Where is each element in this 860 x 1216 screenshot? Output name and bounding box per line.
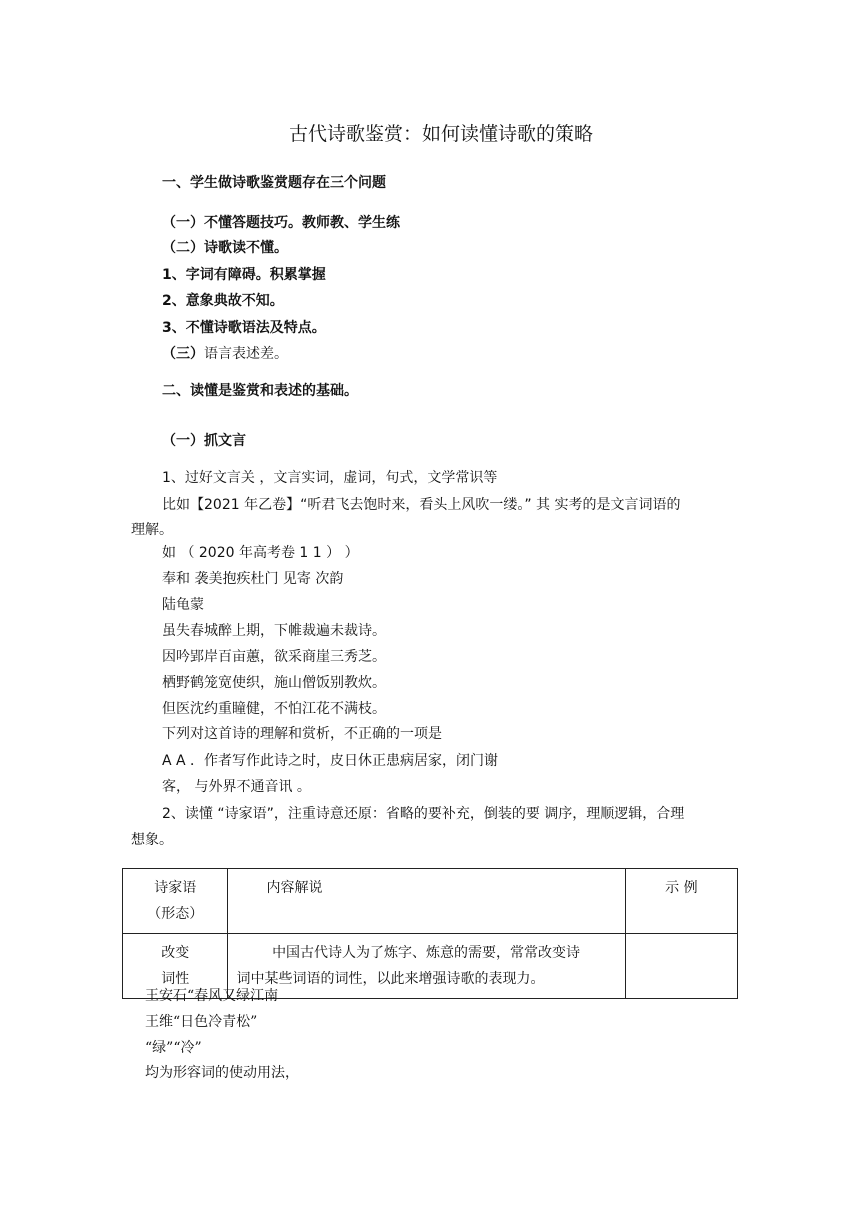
question: 下列对这首诗的理解和赏析，不正确的一项是 [162,726,442,742]
table-cell: 改变 词性 [123,934,228,999]
subheading: （一）抓文言 [162,433,246,449]
example-line: 王安石“春风又绿江南 [145,988,279,1004]
answer-option: A A ．作者写作此诗之时，皮日休正患病居家，闭门谢 [162,753,499,769]
subheading-text: 语言表述差。 [204,346,288,362]
poem-line: 虽失春城醉上期，下帷裁遍未裁诗。 [162,623,386,639]
list-item: 2、意象典故不知。 [162,293,284,309]
example-line: 王维“日色冷青松” [145,1014,258,1030]
table-header: 诗家语 （形态） [123,869,228,934]
page-title: 古代诗歌鉴赏：如何读懂诗歌的策略 [289,123,594,145]
table-header: 示 例 [625,869,737,934]
paragraph: 如 （ 2020 年高考卷 1 1 ） ） [162,545,359,561]
list-item: 3、不懂诗歌语法及特点。 [162,320,326,336]
poem-line: 但医沈约重瞳健，不怕江花不满枝。 [162,701,386,717]
table-header-row [123,869,738,934]
paragraph: 比如【2021 年乙卷】“听君飞去饱时来，看头上风吹一缕。” 其 实考的是文言词语的 [162,497,681,513]
paragraph: 1、过好文言关 ，文言实词，虚词，句式，文学常识等 [162,470,498,486]
list-item: 1、字词有障碍。积累掌握 [162,267,326,283]
poem-line: 因吟郢岸百亩蕙，欲采商崖三秀芝。 [162,649,386,665]
example-line: 均为形容词的使动用法， [145,1065,299,1081]
subheading-prefix: （三） [162,346,204,362]
table-header: 内容解说 [228,869,625,934]
table-cell: 中国古代诗人为了炼字、炼意的需要，常常改变诗 词中某些词语的词性，以此来增强诗歌的表现力。 [228,934,625,999]
paragraph: 陆龟蒙 [162,597,204,613]
paragraph: 2、读懂 “诗家语”，注重诗意还原：省略的要补充，倒装的要 调序，理顺逻辑，合理 [162,806,685,822]
paragraph-continuation: 理解。 [131,522,173,538]
poetry-table [122,868,738,999]
example-line: “绿”“冷” [145,1040,202,1056]
subheading: （二）诗歌读不懂。 [162,240,288,256]
subheading [162,343,288,363]
section-heading-2: 二、读懂是鉴赏和表述的基础。 [162,383,358,399]
table-cell [625,934,737,999]
paragraph: 奉和 袭美抱疾杜门 见寄 次韵 [162,571,344,587]
answer-option-continuation: 客， 与外界不通音讯 。 [162,779,311,795]
poem-line: 栖野鹤笼宽使织，施山僧饭别教炊。 [162,675,386,691]
subheading: （一）不懂答题技巧。教师教、学生练 [162,215,400,231]
paragraph-continuation: 想象。 [131,832,173,848]
section-heading-1: 一、学生做诗歌鉴赏题存在三个问题 [162,175,386,191]
